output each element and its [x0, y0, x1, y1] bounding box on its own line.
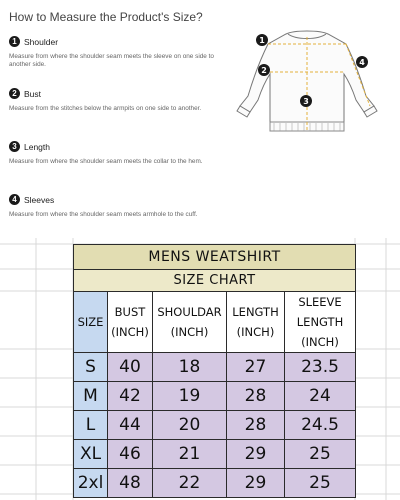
table-row [74, 382, 356, 411]
bust-cell: 40 [108, 353, 153, 382]
marker-4: 4 [359, 58, 365, 67]
bust-cell: 42 [108, 382, 153, 411]
shoulder-cell: 18 [153, 353, 227, 382]
section-description: Measure from the stitches below the armpits on one side to another. [9, 105, 202, 112]
size-cell: L [74, 411, 108, 440]
shoulder-cell: 20 [153, 411, 227, 440]
shoulder-cell: 21 [153, 440, 227, 469]
shoulder-cell: 19 [153, 382, 227, 411]
size-chart-title: MENS WEATSHIRT [74, 245, 356, 270]
sleeve-cell: 25 [285, 469, 356, 498]
step-4-badge: 4 [9, 194, 20, 205]
table-row [74, 440, 356, 469]
page-title: How to Measure the Product's Size? [9, 10, 203, 24]
sleeve-cell: 24 [285, 382, 356, 411]
length-cell: 29 [227, 469, 285, 498]
size-cell: M [74, 382, 108, 411]
section-description: Measure from where the shoulder seam meets armhole to the cuff. [9, 211, 198, 218]
guide-section-sleeves [9, 194, 219, 219]
size-cell: S [74, 353, 108, 382]
section-title: Length [24, 141, 50, 152]
marker-3: 3 [303, 97, 309, 106]
step-2-badge: 2 [9, 88, 20, 99]
length-cell: 28 [227, 382, 285, 411]
step-1-badge: 1 [9, 36, 20, 47]
column-header-bust: BUST (INCH) [108, 292, 153, 353]
table-row [74, 411, 356, 440]
size-cell: XL [74, 440, 108, 469]
sleeve-cell: 25 [285, 440, 356, 469]
section-title: Sleeves [24, 194, 55, 205]
column-header-sleeve-length: SLEEVE LENGTH (INCH) [285, 292, 356, 353]
length-cell: 29 [227, 440, 285, 469]
marker-2: 2 [261, 66, 267, 75]
size-chart-table [73, 244, 356, 498]
step-3-badge: 3 [9, 141, 20, 152]
column-header-shoulder: SHOULDAR (INCH) [153, 292, 227, 353]
guide-section-shoulder [9, 36, 219, 70]
length-cell: 27 [227, 353, 285, 382]
sleeve-cell: 24.5 [285, 411, 356, 440]
column-header-size: SIZE [74, 292, 108, 353]
section-title: Shoulder [24, 36, 59, 47]
table-row [74, 353, 356, 382]
shoulder-cell: 22 [153, 469, 227, 498]
section-description: Measure from where the shoulder seam meets the collar to the hem. [9, 158, 203, 165]
bust-cell: 44 [108, 411, 153, 440]
sleeve-cell: 23.5 [285, 353, 356, 382]
size-chart-subtitle: SIZE CHART [74, 270, 356, 292]
section-title: Bust [24, 88, 42, 99]
guide-section-length [9, 141, 219, 166]
table-row [74, 469, 356, 498]
marker-1: 1 [259, 36, 265, 45]
size-cell: 2xl [74, 469, 108, 498]
bust-cell: 46 [108, 440, 153, 469]
sweatshirt-measurement-diagram-icon [224, 26, 390, 140]
length-cell: 28 [227, 411, 285, 440]
guide-section-bust [9, 88, 219, 113]
column-header-length: LENGTH (INCH) [227, 292, 285, 353]
section-description: Measure from where the shoulder seam meets the sleeve on one side to another side. [9, 53, 214, 69]
bust-cell: 48 [108, 469, 153, 498]
